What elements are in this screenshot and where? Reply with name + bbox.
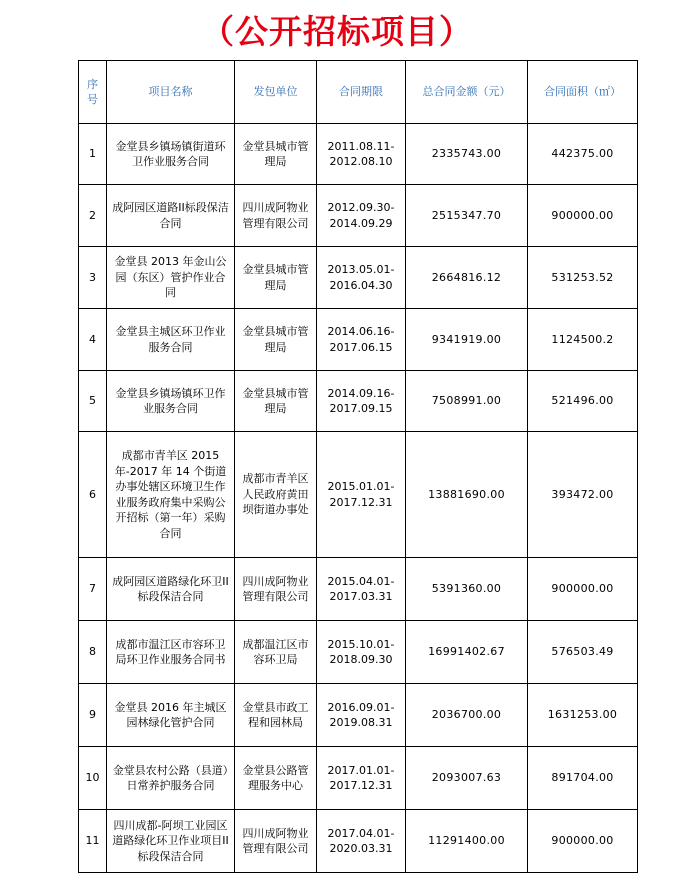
- cell-contractor: 四川成阿物业管理有限公司: [235, 558, 317, 621]
- cell-name: 金堂县乡镇场镇环卫作业服务合同: [107, 371, 235, 432]
- cell-name: 四川成都-阿坝工业园区道路绿化环卫作业项目II标段保洁合同: [107, 810, 235, 873]
- cell-period: 2011.08.11-2012.08.10: [317, 124, 406, 185]
- cell-area: 891704.00: [528, 747, 638, 810]
- cell-area: 531253.52: [528, 247, 638, 309]
- cell-amount: 2093007.63: [406, 747, 528, 810]
- cell-area: 521496.00: [528, 371, 638, 432]
- cell-area: 442375.00: [528, 124, 638, 185]
- cell-period: 2015.01.01-2017.12.31: [317, 432, 406, 558]
- cell-seq: 11: [79, 810, 107, 873]
- cell-seq: 9: [79, 684, 107, 747]
- table-row: [79, 124, 638, 185]
- cell-area: 576503.49: [528, 621, 638, 684]
- table-row: [79, 747, 638, 810]
- table-row: [79, 371, 638, 432]
- cell-period: 2014.06.16-2017.06.15: [317, 309, 406, 371]
- header-period: 合同期限: [317, 61, 406, 124]
- header-seq: 序号: [79, 61, 107, 124]
- cell-name: 成都市温江区市容环卫局环卫作业服务合同书: [107, 621, 235, 684]
- cell-name: 金堂县 2013 年金山公园（东区）管护作业合同: [107, 247, 235, 309]
- cell-amount: 11291400.00: [406, 810, 528, 873]
- cell-area: 900000.00: [528, 558, 638, 621]
- cell-period: 2014.09.16-2017.09.15: [317, 371, 406, 432]
- table-header-row: [79, 61, 638, 124]
- cell-seq: 2: [79, 185, 107, 247]
- cell-name: 金堂县主城区环卫作业服务合同: [107, 309, 235, 371]
- table-row: [79, 810, 638, 873]
- header-area: 合同面积（㎡）: [528, 61, 638, 124]
- cell-contractor: 金堂县城市管理局: [235, 309, 317, 371]
- cell-name: 成阿园区道路II标段保洁合同: [107, 185, 235, 247]
- cell-area: 1631253.00: [528, 684, 638, 747]
- cell-contractor: 成都市青羊区人民政府黄田坝街道办事处: [235, 432, 317, 558]
- cell-period: 2016.09.01-2019.08.31: [317, 684, 406, 747]
- cell-seq: 4: [79, 309, 107, 371]
- cell-amount: 5391360.00: [406, 558, 528, 621]
- cell-amount: 16991402.67: [406, 621, 528, 684]
- cell-seq: 1: [79, 124, 107, 185]
- header-name: 项目名称: [107, 61, 235, 124]
- cell-seq: 10: [79, 747, 107, 810]
- cell-amount: 2335743.00: [406, 124, 528, 185]
- cell-seq: 5: [79, 371, 107, 432]
- cell-amount: 9341919.00: [406, 309, 528, 371]
- cell-period: 2015.04.01-2017.03.31: [317, 558, 406, 621]
- table-row: [79, 432, 638, 558]
- cell-contractor: 金堂县城市管理局: [235, 124, 317, 185]
- cell-contractor: 金堂县城市管理局: [235, 247, 317, 309]
- cell-contractor: 金堂县公路管理服务中心: [235, 747, 317, 810]
- cell-amount: 7508991.00: [406, 371, 528, 432]
- cell-seq: 7: [79, 558, 107, 621]
- cell-area: 1124500.2: [528, 309, 638, 371]
- cell-seq: 3: [79, 247, 107, 309]
- cell-name: 金堂县农村公路（县道）日常养护服务合同: [107, 747, 235, 810]
- cell-amount: 2664816.12: [406, 247, 528, 309]
- cell-name: 成都市青羊区 2015 年-2017 年 14 个街道办事处辖区环境卫生作业服务政府集中采购公开招标（第一年）采购合同: [107, 432, 235, 558]
- cell-period: 2017.01.01-2017.12.31: [317, 747, 406, 810]
- cell-contractor: 金堂县市政工程和园林局: [235, 684, 317, 747]
- table-row: [79, 185, 638, 247]
- table-row: [79, 684, 638, 747]
- cell-period: 2012.09.30-2014.09.29: [317, 185, 406, 247]
- cell-contractor: 四川成阿物业管理有限公司: [235, 810, 317, 873]
- cell-name: 成阿园区道路绿化环卫II标段保洁合同: [107, 558, 235, 621]
- header-contractor: 发包单位: [235, 61, 317, 124]
- cell-area: 900000.00: [528, 185, 638, 247]
- cell-area: 900000.00: [528, 810, 638, 873]
- cell-contractor: 四川成阿物业管理有限公司: [235, 185, 317, 247]
- page-title: （公开招标项目）: [201, 12, 473, 51]
- cell-amount: 2515347.70: [406, 185, 528, 247]
- cell-area: 393472.00: [528, 432, 638, 558]
- cell-contractor: 成都温江区市容环卫局: [235, 621, 317, 684]
- cell-period: 2013.05.01-2016.04.30: [317, 247, 406, 309]
- table-row: [79, 558, 638, 621]
- table-row: [79, 309, 638, 371]
- cell-name: 金堂县 2016 年主城区园林绿化管护合同: [107, 684, 235, 747]
- cell-amount: 2036700.00: [406, 684, 528, 747]
- cell-seq: 8: [79, 621, 107, 684]
- cell-period: 2017.04.01-2020.03.31: [317, 810, 406, 873]
- cell-contractor: 金堂县城市管理局: [235, 371, 317, 432]
- cell-name: 金堂县乡镇场镇街道环卫作业服务合同: [107, 124, 235, 185]
- table-row: [79, 247, 638, 309]
- header-amount: 总合同金额（元）: [406, 61, 528, 124]
- table-row: [79, 621, 638, 684]
- cell-amount: 13881690.00: [406, 432, 528, 558]
- cell-seq: 6: [79, 432, 107, 558]
- contracts-table: [78, 60, 638, 873]
- cell-period: 2015.10.01-2018.09.30: [317, 621, 406, 684]
